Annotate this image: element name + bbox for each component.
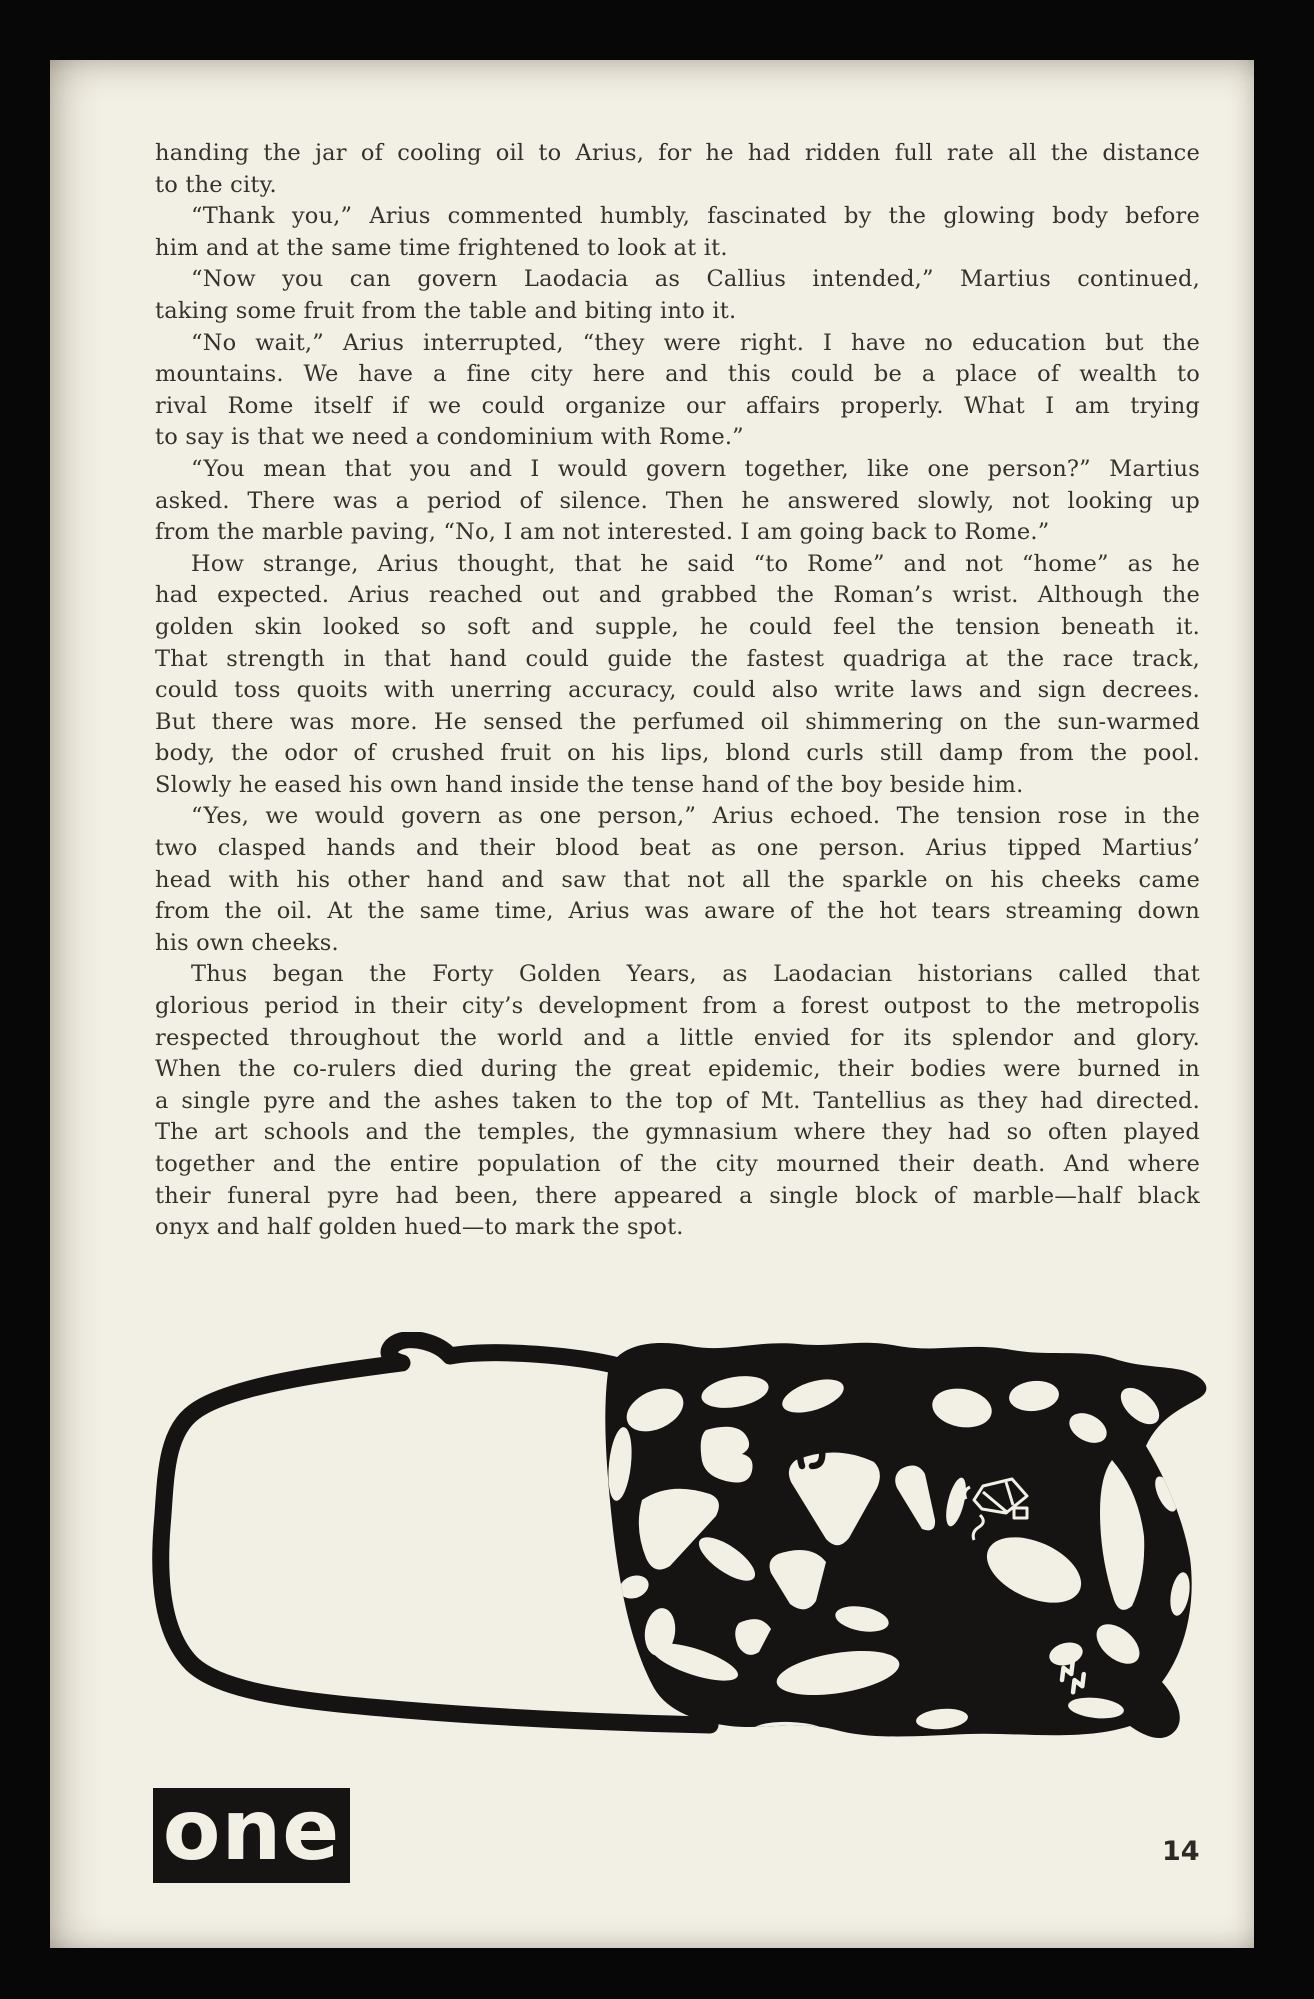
paragraph — [155, 328, 1200, 454]
text-line: could toss quoits with unerring accuracy, could also write laws and sign decrees. — [155, 677, 1200, 704]
text-line: “Yes, we would govern as one person,” Arius echoed. The tension rose in the — [191, 803, 1200, 830]
text-line: How strange, Arius thought, that he said “to Rome” and not “home” as he — [191, 550, 1200, 577]
abstract-ink-illustration — [150, 1332, 1220, 1772]
text-line: golden skin looked so soft and supple, he could feel the tension beneath it. — [155, 613, 1200, 640]
text-line: together and the entire population of the city mourned their death. And where — [155, 1151, 1200, 1177]
text-line: But there was more. He sensed the perfumed oil shimmering on the sun-warmed — [155, 708, 1200, 735]
text-line: two clasped hands and their blood beat as one person. Arius tipped Martius’ — [155, 835, 1200, 862]
text-line: “Thank you,” Arius commented humbly, fascinated by the glowing body before — [191, 203, 1200, 230]
text-line: “No wait,” Arius interrupted, “they were right. I have no education but the — [191, 329, 1200, 356]
logo-text: one — [162, 1780, 341, 1879]
paragraph — [155, 264, 1200, 327]
text-line: onyx and half golden hued—to mark the spot. — [155, 1214, 684, 1241]
text-line: his own cheeks. — [155, 929, 339, 956]
text-line: mountains. We have a fine city here and this could be a place of wealth to — [155, 361, 1200, 388]
text-line: “You mean that you and I would govern together, like one person?” Martius — [191, 455, 1200, 482]
paragraph — [155, 201, 1200, 264]
text-line: rival Rome itself if we could organize our affairs properly. What I am trying — [155, 392, 1200, 419]
text-line: The art schools and the temples, the gymnasium where they had so often played — [155, 1119, 1200, 1146]
text-line: to say is that we need a condominium with Rome.” — [155, 424, 744, 451]
text-line: glorious period in their city’s development from a forest outpost to the metropolis — [155, 993, 1200, 1020]
text-line: Slowly he eased his own hand inside the tense hand of the boy beside him. — [155, 771, 1024, 798]
text-line: a single pyre and the ashes taken to the top of Mt. Tantellius as they had directed. — [155, 1087, 1200, 1114]
text-line: had expected. Arius reached out and grabbed the Roman’s wrist. Although the — [155, 582, 1200, 609]
text-line: That strength in that hand could guide the fastest quadriga at the race track, — [155, 645, 1200, 672]
paragraph — [155, 454, 1200, 549]
text-line: from the marble paving, “No, I am not interested. I am going back to Rome.” — [155, 519, 1050, 546]
text-line: asked. There was a period of silence. Then he answered slowly, not looking up — [155, 487, 1200, 514]
text-line: taking some fruit from the table and biting into it. — [155, 297, 737, 324]
text-line: to the city. — [155, 171, 277, 198]
text-line: handing the jar of cooling oil to Arius, for he had ridden full rate all the distance — [155, 140, 1200, 166]
text-line: him and at the same time frightened to look at it. — [155, 234, 728, 261]
text-line: When the co-rulers died during the great epidemic, their bodies were burned in — [155, 1056, 1200, 1083]
text-line: Thus began the Forty Golden Years, as Laodacian historians called that — [191, 961, 1200, 988]
text-line: from the oil. At the same time, Arius was aware of the hot tears streaming down — [155, 898, 1200, 925]
text-line: head with his other hand and saw that not all the sparkle on his cheeks came — [155, 866, 1200, 893]
paragraph — [155, 138, 1200, 201]
text-line: respected throughout the world and a little envied for its splendor and glory. — [155, 1024, 1200, 1051]
paragraph — [155, 549, 1200, 802]
page-number: 14 — [1162, 1836, 1200, 1867]
text-line: “Now you can govern Laodacia as Callius intended,” Martius continued, — [191, 266, 1200, 293]
text-line: their funeral pyre had been, there appeared a single block of marble—half black — [155, 1182, 1200, 1209]
paragraph — [155, 959, 1200, 1243]
paragraph — [155, 801, 1200, 959]
text-line: body, the odor of crushed fruit on his lips, blond curls still damp from the pool. — [155, 740, 1200, 767]
one-magazine-logo — [153, 1780, 350, 1883]
story-text — [155, 138, 1200, 1244]
magazine-page — [50, 60, 1254, 1948]
